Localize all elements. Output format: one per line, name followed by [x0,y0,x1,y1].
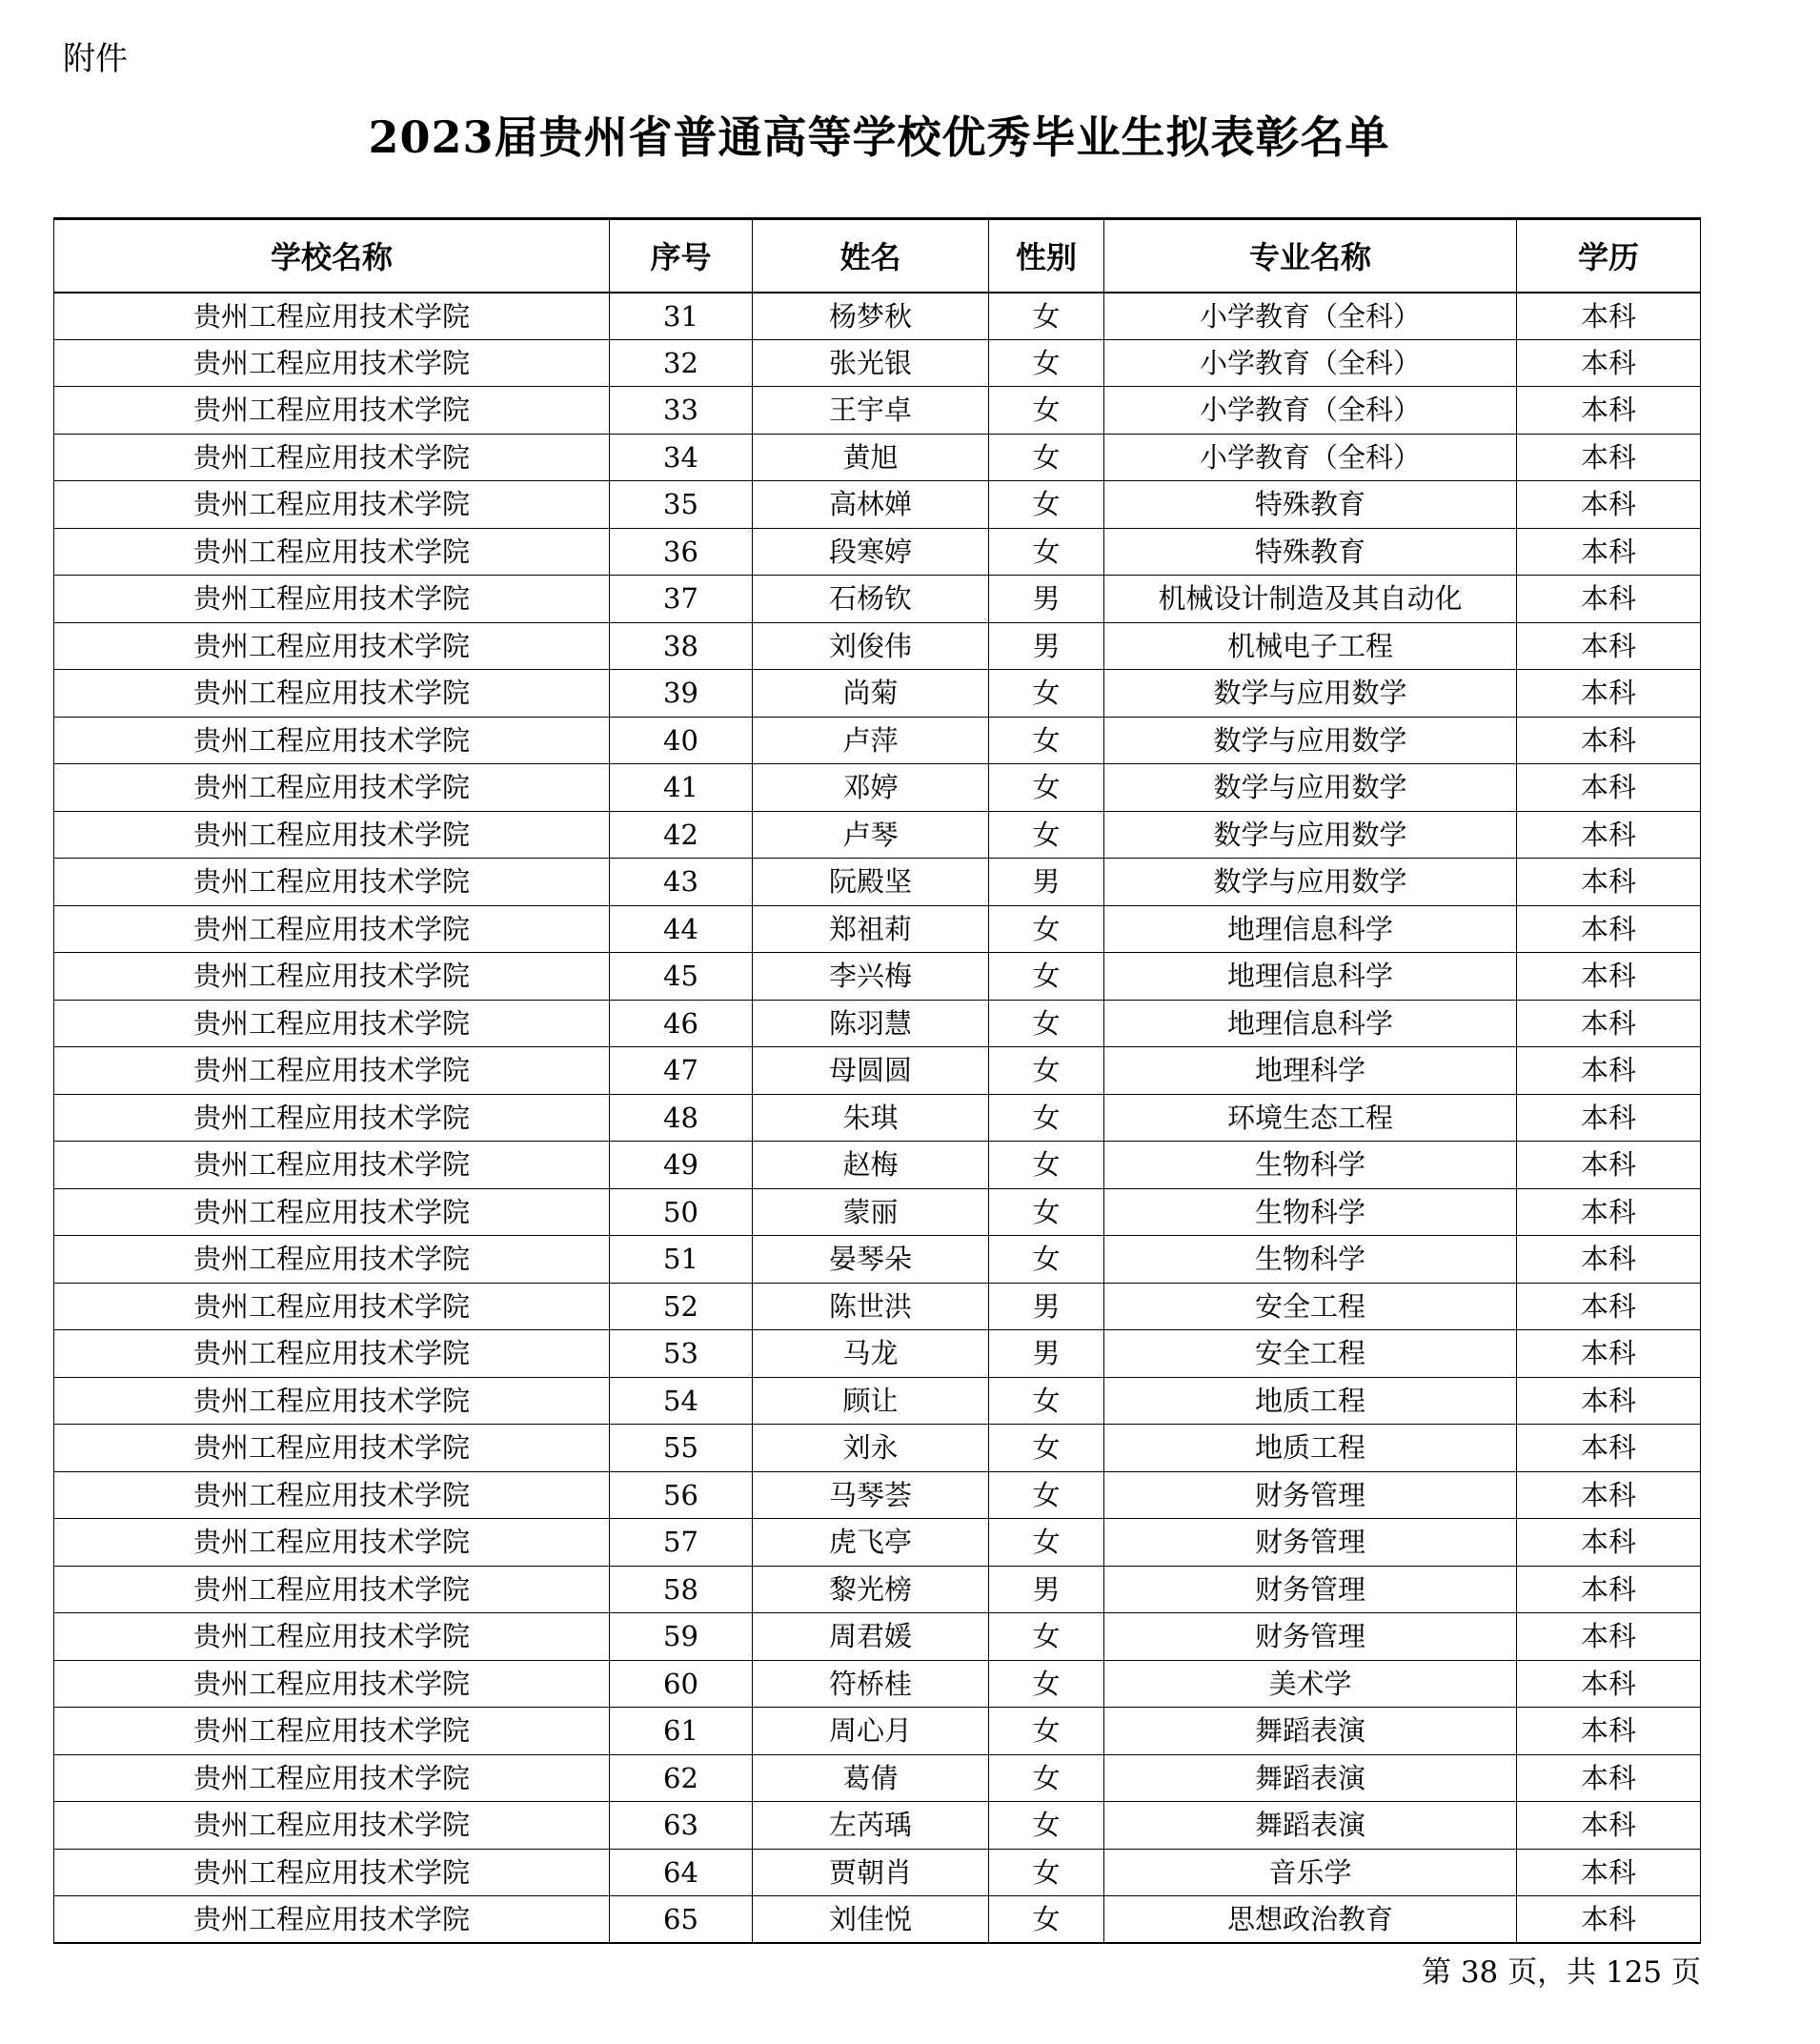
cell-student-name: 赵梅 [753,1142,989,1189]
table-row [54,434,1701,481]
cell-school-name: 贵州工程应用技术学院 [54,1802,610,1850]
cell-major: 数学与应用数学 [1104,859,1517,906]
table-row [54,1471,1701,1519]
cell-degree: 本科 [1517,811,1701,859]
cell-major: 特殊教育 [1104,528,1517,576]
table-row [54,717,1701,764]
cell-serial-number: 51 [610,1236,753,1284]
cell-gender: 女 [989,293,1104,340]
cell-school-name: 贵州工程应用技术学院 [54,1613,610,1661]
table-header [54,219,1701,293]
cell-degree: 本科 [1517,1188,1701,1236]
cell-serial-number: 46 [610,1000,753,1047]
cell-student-name: 郑祖莉 [753,905,989,953]
cell-school-name: 贵州工程应用技术学院 [54,1330,610,1378]
cell-degree: 本科 [1517,1377,1701,1425]
cell-major: 财务管理 [1104,1566,1517,1613]
cell-gender: 女 [989,1708,1104,1755]
cell-degree: 本科 [1517,1566,1701,1613]
table-row [54,1047,1701,1095]
cell-school-name: 贵州工程应用技术学院 [54,339,610,387]
cell-school-name: 贵州工程应用技术学院 [54,1471,610,1519]
cell-school-name: 贵州工程应用技术学院 [54,1094,610,1142]
cell-degree: 本科 [1517,1849,1701,1896]
table-row [54,481,1701,529]
header-school-name: 学校名称 [54,219,610,293]
cell-gender: 女 [989,1896,1104,1944]
cell-student-name: 朱琪 [753,1094,989,1142]
cell-major: 地理信息科学 [1104,905,1517,953]
cell-school-name: 贵州工程应用技术学院 [54,811,610,859]
cell-serial-number: 53 [610,1330,753,1378]
cell-serial-number: 54 [610,1377,753,1425]
cell-major: 小学教育（全科） [1104,293,1517,340]
cell-major: 机械电子工程 [1104,622,1517,670]
cell-major: 安全工程 [1104,1283,1517,1330]
cell-serial-number: 43 [610,859,753,906]
cell-degree: 本科 [1517,1425,1701,1472]
table-row [54,576,1701,623]
cell-serial-number: 48 [610,1094,753,1142]
cell-student-name: 马琴荟 [753,1471,989,1519]
cell-school-name: 贵州工程应用技术学院 [54,434,610,481]
table-row [54,859,1701,906]
cell-gender: 女 [989,1000,1104,1047]
cell-school-name: 贵州工程应用技术学院 [54,1188,610,1236]
table-row [54,622,1701,670]
cell-degree: 本科 [1517,953,1701,1001]
cell-serial-number: 35 [610,481,753,529]
cell-degree: 本科 [1517,1896,1701,1944]
cell-gender: 女 [989,1094,1104,1142]
cell-degree: 本科 [1517,434,1701,481]
table-row [54,1000,1701,1047]
cell-major: 生物科学 [1104,1188,1517,1236]
cell-school-name: 贵州工程应用技术学院 [54,293,610,340]
cell-student-name: 刘佳悦 [753,1896,989,1944]
cell-gender: 女 [989,1660,1104,1708]
cell-degree: 本科 [1517,1236,1701,1284]
cell-major: 地质工程 [1104,1425,1517,1472]
cell-school-name: 贵州工程应用技术学院 [54,1566,610,1613]
cell-degree: 本科 [1517,528,1701,576]
cell-student-name: 晏琴朵 [753,1236,989,1284]
cell-major: 财务管理 [1104,1519,1517,1567]
table-row [54,1802,1701,1850]
cell-student-name: 杨梦秋 [753,293,989,340]
table-row [54,953,1701,1001]
cell-student-name: 左芮瑀 [753,1802,989,1850]
cell-gender: 女 [989,764,1104,812]
cell-gender: 女 [989,1471,1104,1519]
cell-major: 舞蹈表演 [1104,1708,1517,1755]
cell-degree: 本科 [1517,1047,1701,1095]
table-row [54,1188,1701,1236]
cell-school-name: 贵州工程应用技术学院 [54,1377,610,1425]
cell-major: 数学与应用数学 [1104,811,1517,859]
cell-school-name: 贵州工程应用技术学院 [54,1236,610,1284]
cell-degree: 本科 [1517,1613,1701,1661]
cell-student-name: 阮殿坚 [753,859,989,906]
cell-school-name: 贵州工程应用技术学院 [54,1708,610,1755]
cell-major: 环境生态工程 [1104,1094,1517,1142]
cell-gender: 女 [989,1142,1104,1189]
cell-gender: 男 [989,859,1104,906]
cell-school-name: 贵州工程应用技术学院 [54,764,610,812]
cell-student-name: 刘俊伟 [753,622,989,670]
table-row [54,1425,1701,1472]
cell-school-name: 贵州工程应用技术学院 [54,1000,610,1047]
table-row [54,1094,1701,1142]
cell-serial-number: 61 [610,1708,753,1755]
cell-gender: 女 [989,387,1104,435]
cell-degree: 本科 [1517,1283,1701,1330]
cell-degree: 本科 [1517,1142,1701,1189]
cell-school-name: 贵州工程应用技术学院 [54,1047,610,1095]
table-row [54,1613,1701,1661]
cell-serial-number: 49 [610,1142,753,1189]
cell-major: 舞蹈表演 [1104,1754,1517,1802]
cell-gender: 女 [989,905,1104,953]
cell-serial-number: 38 [610,622,753,670]
cell-gender: 女 [989,1047,1104,1095]
cell-gender: 女 [989,670,1104,718]
cell-gender: 女 [989,1188,1104,1236]
cell-student-name: 黎光榜 [753,1566,989,1613]
cell-gender: 男 [989,576,1104,623]
table-row [54,811,1701,859]
cell-school-name: 贵州工程应用技术学院 [54,717,610,764]
cell-gender: 女 [989,1519,1104,1567]
cell-student-name: 陈羽慧 [753,1000,989,1047]
cell-serial-number: 59 [610,1613,753,1661]
cell-degree: 本科 [1517,622,1701,670]
cell-major: 财务管理 [1104,1613,1517,1661]
cell-major: 生物科学 [1104,1142,1517,1189]
table-row [54,1566,1701,1613]
cell-degree: 本科 [1517,1708,1701,1755]
cell-student-name: 符桥桂 [753,1660,989,1708]
document-title: 2023届贵州省普通高等学校优秀毕业生拟表彰名单 [368,111,1390,163]
cell-serial-number: 63 [610,1802,753,1850]
cell-major: 安全工程 [1104,1330,1517,1378]
cell-serial-number: 57 [610,1519,753,1567]
cell-student-name: 石杨钦 [753,576,989,623]
cell-major: 特殊教育 [1104,481,1517,529]
cell-school-name: 贵州工程应用技术学院 [54,576,610,623]
cell-serial-number: 65 [610,1896,753,1944]
cell-major: 地质工程 [1104,1377,1517,1425]
table-row [54,1519,1701,1567]
cell-serial-number: 41 [610,764,753,812]
header-gender: 性别 [989,219,1104,293]
cell-degree: 本科 [1517,1471,1701,1519]
cell-gender: 男 [989,1566,1104,1613]
cell-student-name: 周君媛 [753,1613,989,1661]
table-row [54,1377,1701,1425]
cell-school-name: 贵州工程应用技术学院 [54,622,610,670]
cell-degree: 本科 [1517,387,1701,435]
cell-gender: 女 [989,717,1104,764]
cell-student-name: 李兴梅 [753,953,989,1001]
cell-gender: 男 [989,1283,1104,1330]
table-row [54,293,1701,340]
cell-degree: 本科 [1517,293,1701,340]
cell-school-name: 贵州工程应用技术学院 [54,1754,610,1802]
cell-gender: 男 [989,1330,1104,1378]
cell-serial-number: 32 [610,339,753,387]
cell-student-name: 葛倩 [753,1754,989,1802]
cell-gender: 女 [989,1849,1104,1896]
cell-gender: 女 [989,481,1104,529]
cell-major: 小学教育（全科） [1104,434,1517,481]
cell-student-name: 尚菊 [753,670,989,718]
cell-major: 美术学 [1104,1660,1517,1708]
table-row [54,528,1701,576]
cell-student-name: 母圆圆 [753,1047,989,1095]
cell-school-name: 贵州工程应用技术学院 [54,670,610,718]
cell-student-name: 黄旭 [753,434,989,481]
table-row [54,1330,1701,1378]
cell-serial-number: 56 [610,1471,753,1519]
cell-degree: 本科 [1517,670,1701,718]
header-row [54,219,1701,293]
cell-degree: 本科 [1517,764,1701,812]
table-row [54,1754,1701,1802]
cell-gender: 女 [989,953,1104,1001]
header-major: 专业名称 [1104,219,1517,293]
table-row [54,1849,1701,1896]
cell-degree: 本科 [1517,905,1701,953]
header-student-name: 姓名 [753,219,989,293]
cell-major: 地理信息科学 [1104,1000,1517,1047]
cell-school-name: 贵州工程应用技术学院 [54,905,610,953]
page-number-footer: 第 38 页，共 125 页 [1421,1955,1701,1990]
cell-degree: 本科 [1517,1094,1701,1142]
cell-serial-number: 39 [610,670,753,718]
table-row [54,1660,1701,1708]
cell-student-name: 高林婵 [753,481,989,529]
table-row [54,764,1701,812]
cell-degree: 本科 [1517,1802,1701,1850]
cell-school-name: 贵州工程应用技术学院 [54,481,610,529]
cell-major: 小学教育（全科） [1104,339,1517,387]
cell-school-name: 贵州工程应用技术学院 [54,1660,610,1708]
cell-student-name: 周心月 [753,1708,989,1755]
cell-serial-number: 34 [610,434,753,481]
cell-serial-number: 31 [610,293,753,340]
cell-student-name: 邓婷 [753,764,989,812]
cell-major: 舞蹈表演 [1104,1802,1517,1850]
cell-major: 地理信息科学 [1104,953,1517,1001]
cell-student-name: 张光银 [753,339,989,387]
cell-major: 思想政治教育 [1104,1896,1517,1944]
header-serial-number: 序号 [610,219,753,293]
cell-major: 数学与应用数学 [1104,764,1517,812]
cell-gender: 女 [989,1613,1104,1661]
cell-major: 机械设计制造及其自动化 [1104,576,1517,623]
cell-gender: 女 [989,339,1104,387]
table-row [54,339,1701,387]
cell-gender: 女 [989,811,1104,859]
cell-gender: 男 [989,622,1104,670]
cell-student-name: 虎飞亭 [753,1519,989,1567]
cell-serial-number: 40 [610,717,753,764]
cell-serial-number: 47 [610,1047,753,1095]
table-row [54,1283,1701,1330]
cell-major: 数学与应用数学 [1104,717,1517,764]
cell-serial-number: 36 [610,528,753,576]
cell-student-name: 顾让 [753,1377,989,1425]
table-row [54,1708,1701,1755]
cell-serial-number: 45 [610,953,753,1001]
cell-gender: 女 [989,1754,1104,1802]
cell-serial-number: 60 [610,1660,753,1708]
cell-serial-number: 42 [610,811,753,859]
cell-student-name: 卢萍 [753,717,989,764]
cell-student-name: 马龙 [753,1330,989,1378]
table-row [54,1896,1701,1944]
cell-serial-number: 58 [610,1566,753,1613]
cell-school-name: 贵州工程应用技术学院 [54,1142,610,1189]
table-row [54,387,1701,435]
table-body [54,293,1701,1944]
cell-school-name: 贵州工程应用技术学院 [54,859,610,906]
cell-school-name: 贵州工程应用技术学院 [54,1849,610,1896]
cell-degree: 本科 [1517,1000,1701,1047]
cell-serial-number: 33 [610,387,753,435]
cell-degree: 本科 [1517,481,1701,529]
cell-school-name: 贵州工程应用技术学院 [54,1896,610,1944]
honor-list-table [53,217,1701,1944]
cell-degree: 本科 [1517,1754,1701,1802]
cell-major: 地理科学 [1104,1047,1517,1095]
cell-school-name: 贵州工程应用技术学院 [54,1519,610,1567]
cell-gender: 女 [989,528,1104,576]
cell-student-name: 陈世洪 [753,1283,989,1330]
table-row [54,1236,1701,1284]
cell-degree: 本科 [1517,339,1701,387]
cell-school-name: 贵州工程应用技术学院 [54,1425,610,1472]
cell-gender: 女 [989,1802,1104,1850]
cell-degree: 本科 [1517,1519,1701,1567]
cell-serial-number: 44 [610,905,753,953]
table-row [54,905,1701,953]
table-row [54,1142,1701,1189]
cell-gender: 女 [989,1236,1104,1284]
cell-serial-number: 62 [610,1754,753,1802]
cell-school-name: 贵州工程应用技术学院 [54,953,610,1001]
cell-student-name: 蒙丽 [753,1188,989,1236]
cell-student-name: 卢琴 [753,811,989,859]
cell-student-name: 王宇卓 [753,387,989,435]
table-row [54,670,1701,718]
cell-major: 音乐学 [1104,1849,1517,1896]
cell-serial-number: 64 [610,1849,753,1896]
cell-degree: 本科 [1517,1330,1701,1378]
cell-degree: 本科 [1517,717,1701,764]
cell-major: 生物科学 [1104,1236,1517,1284]
header-degree: 学历 [1517,219,1701,293]
cell-major: 小学教育（全科） [1104,387,1517,435]
cell-degree: 本科 [1517,1660,1701,1708]
cell-gender: 女 [989,1425,1104,1472]
cell-student-name: 贾朝肖 [753,1849,989,1896]
attachment-label: 附件 [63,40,128,78]
cell-major: 财务管理 [1104,1471,1517,1519]
cell-major: 数学与应用数学 [1104,670,1517,718]
cell-serial-number: 52 [610,1283,753,1330]
cell-student-name: 段寒婷 [753,528,989,576]
cell-degree: 本科 [1517,859,1701,906]
cell-student-name: 刘永 [753,1425,989,1472]
cell-gender: 女 [989,434,1104,481]
cell-school-name: 贵州工程应用技术学院 [54,1283,610,1330]
cell-serial-number: 37 [610,576,753,623]
cell-serial-number: 50 [610,1188,753,1236]
cell-school-name: 贵州工程应用技术学院 [54,528,610,576]
cell-school-name: 贵州工程应用技术学院 [54,387,610,435]
cell-degree: 本科 [1517,576,1701,623]
cell-gender: 女 [989,1377,1104,1425]
cell-serial-number: 55 [610,1425,753,1472]
